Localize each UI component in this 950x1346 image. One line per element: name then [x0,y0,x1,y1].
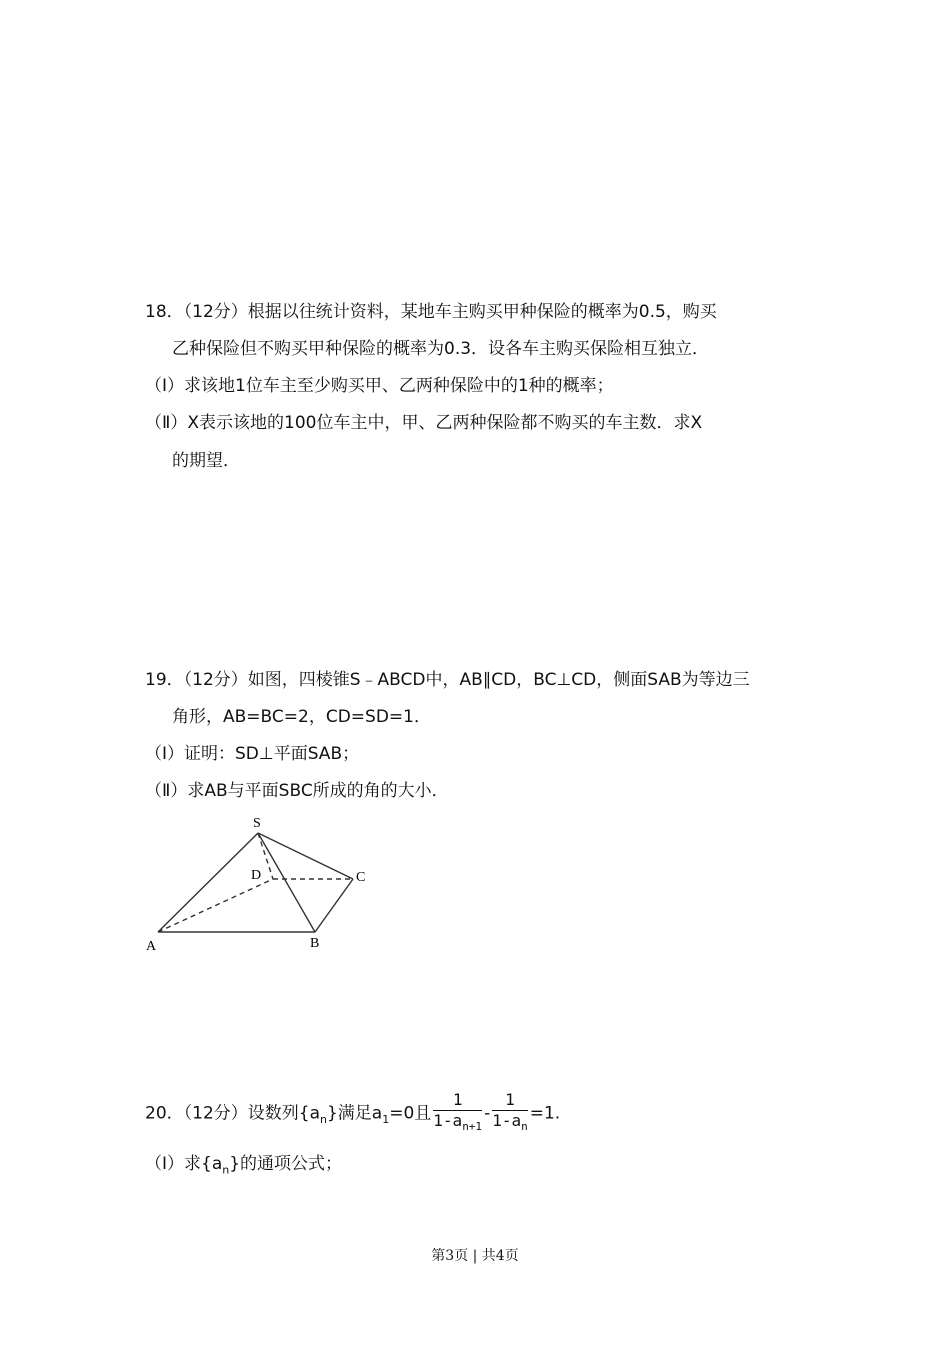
label-S: S [253,816,261,831]
q20-part1: （Ⅰ）求$\{a_n\}$的通项公式； [145,1154,343,1177]
q19-part1: （Ⅰ）证明：SD⊥平面SAB； [145,744,360,764]
label-A: A [146,939,157,954]
q19-line2: 角形，AB=BC=2，CD=SD=1． [172,707,431,727]
q18-line2: 乙种保险但不购买甲种保险的概率为0.3．设各车主购买保险相互独立． [172,339,710,359]
edge-AD [158,879,273,932]
edge-BC [315,879,353,932]
q19-part2: （Ⅱ）求AB与平面SBC所成的角的大小． [145,781,449,801]
q20-line1: 20．（12分）设数列$\{a_n\}$满足$a_1=0$且 $\frac{1}{1-a_{n+1}}$ - $\frac{1}{1-a_n}$ =1. [145,1090,560,1140]
fraction-1: $\frac{1}{1-a_{n+1}}$ [433,1090,483,1134]
q18-part1: （Ⅰ）求该地1位车主至少购买甲、乙两种保险中的1种的概率； [145,376,614,396]
label-C: C [356,870,366,885]
edge-SC [258,833,353,879]
label-B: B [310,936,320,951]
q18-part2b: 的期望． [172,451,240,471]
edge-SA [158,833,258,932]
q19-line1: 19．（12分）如图，四棱锥S﹣ABCD中，AB∥CD，BC⊥CD，侧面SAB为等边三 [145,670,750,690]
label-D: D [251,868,262,883]
q18-part2a: （Ⅱ）X表示该地的100位车主中，甲、乙两种保险都不购买的车主数．求X [145,413,703,433]
fraction-2: $\frac{1}{1-a_n}$ [492,1090,528,1134]
page-footer: 第3页 | 共4页 [431,1248,519,1264]
q18-line1: 18．（12分）根据以往统计资料，某地车主购买甲种保险的概率为0.5，购买 [145,302,717,322]
